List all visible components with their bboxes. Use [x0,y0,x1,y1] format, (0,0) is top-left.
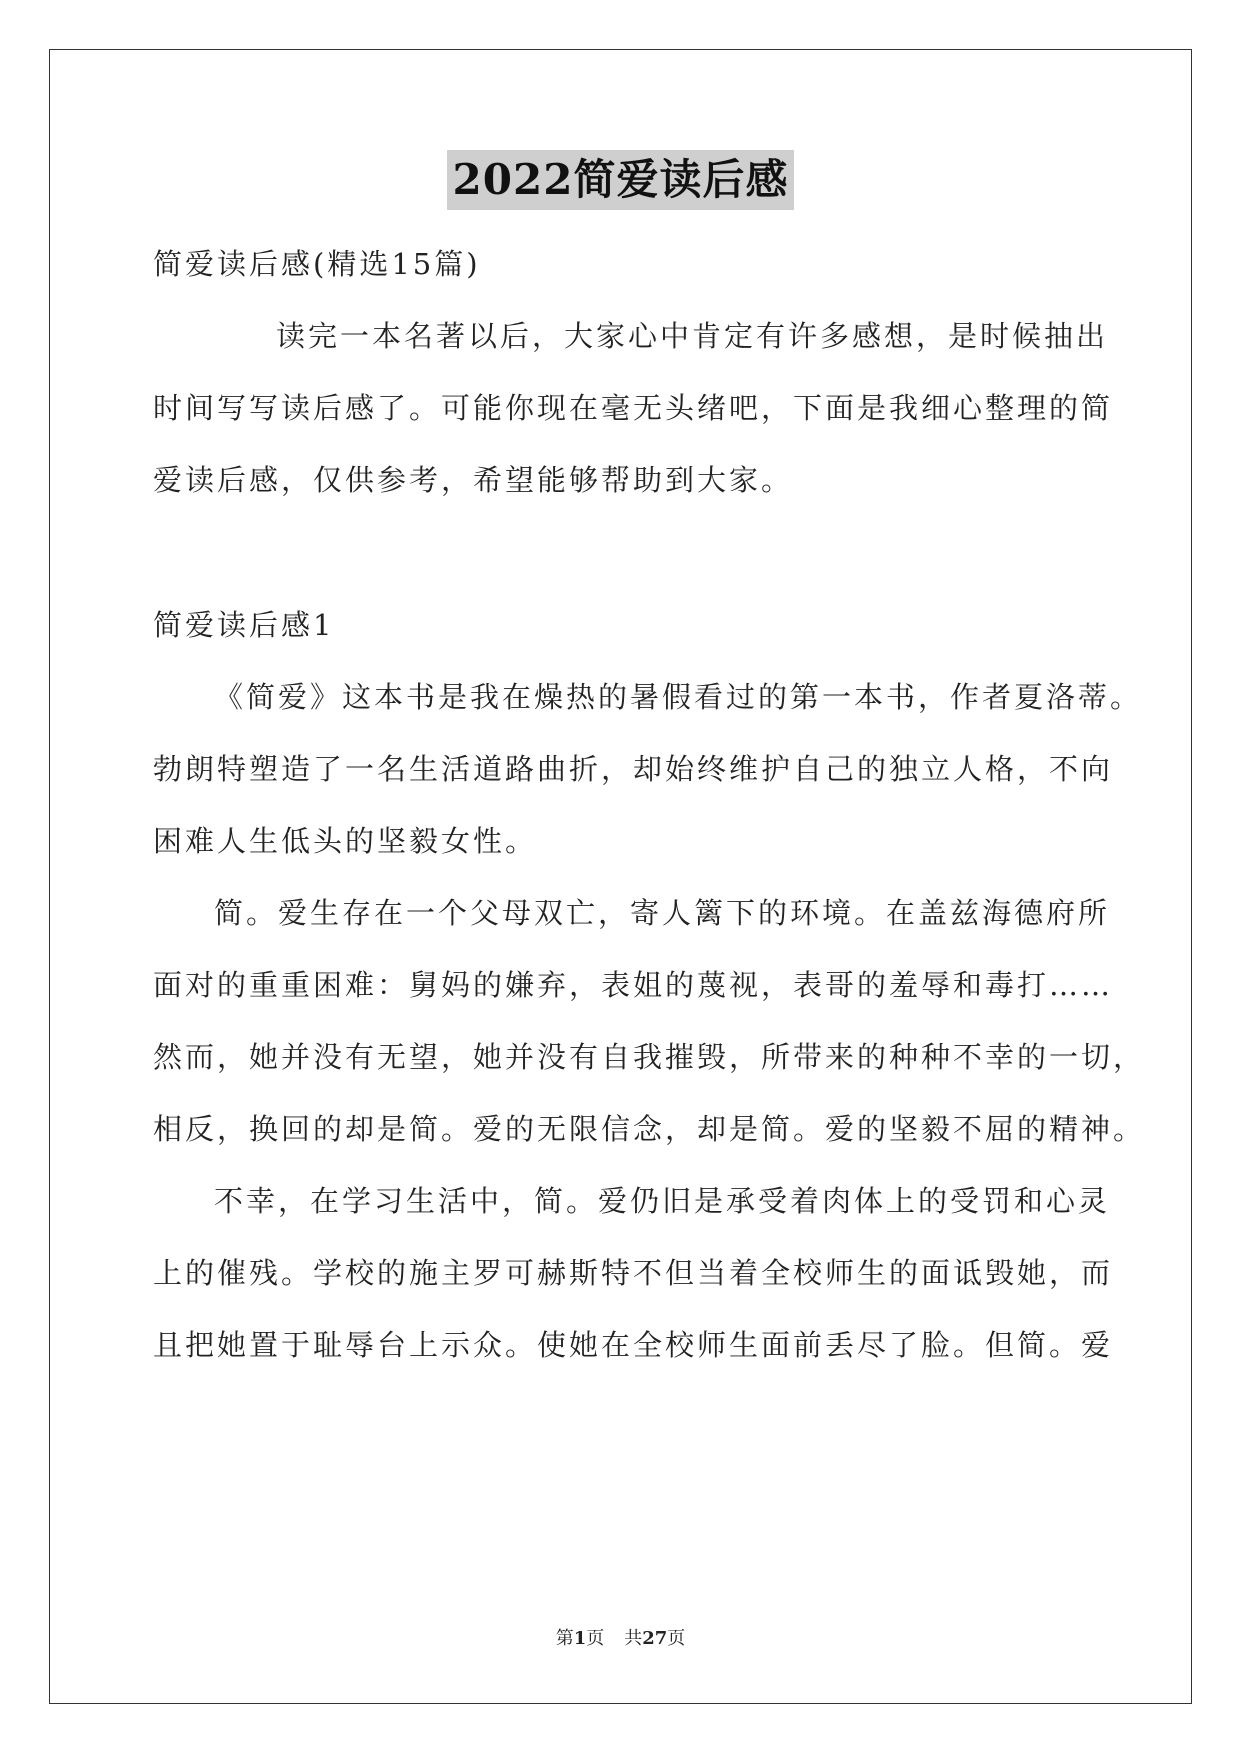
body-line-5: 面对的重重困难：舅妈的嫌弃，表姐的蔑视，表哥的羞辱和毒打…… [153,968,1114,1002]
page-footer [0,1628,1241,1650]
total-pages: 27 [642,1628,668,1649]
body-line-4: 简。爱生存在一个父母双亡，寄人篱下的环境。在盖兹海德府所 [214,896,1111,930]
section-heading: 简爱读后感1 [153,608,335,642]
body-line-3: 困难人生低头的坚毅女性。 [153,824,538,858]
body-line-1: 《简爱》这本书是我在燥热的暑假看过的第一本书，作者夏洛蒂。 [214,680,1143,714]
intro-line-1: 读完一本名著以后，大家心中肯定有许多感想，是时候抽出 [276,319,1109,353]
title-container [0,150,1241,210]
page-suffix: 页 [586,1628,605,1649]
body-line-7: 相反，换回的却是简。爱的无限信念，却是简。爱的坚毅不屈的精神。 [153,1112,1146,1146]
total-suffix: 页 [667,1628,686,1649]
body-line-10: 且把她置于耻辱台上示众。使她在全校师生面前丢尽了脸。但简。爱 [153,1328,1114,1362]
page-border [49,49,1192,1704]
body-line-9: 上的催残。学校的施主罗可赫斯特不但当着全校师生的面诋毁她，而 [153,1256,1114,1290]
page-number: 1 [573,1628,587,1649]
body-line-2: 勃朗特塑造了一名生活道路曲折，却始终维护自己的独立人格，不向 [153,752,1114,786]
page-prefix: 第 [555,1628,574,1649]
total-prefix: 共 [624,1628,643,1649]
intro-line-3: 爱读后感，仅供参考，希望能够帮助到大家。 [153,463,794,497]
intro-line-2: 时间写写读后感了。可能你现在毫无头绪吧，下面是我细心整理的简 [153,391,1114,425]
document-subtitle: 简爱读后感(精选15篇) [153,247,481,281]
body-line-8: 不幸，在学习生活中，简。爱仍旧是承受着肉体上的受罚和心灵 [214,1184,1111,1218]
body-line-6: 然而，她并没有无望，她并没有自我摧毁，所带来的种种不幸的一切， [153,1040,1146,1074]
document-title: 2022简爱读后感 [447,150,795,210]
